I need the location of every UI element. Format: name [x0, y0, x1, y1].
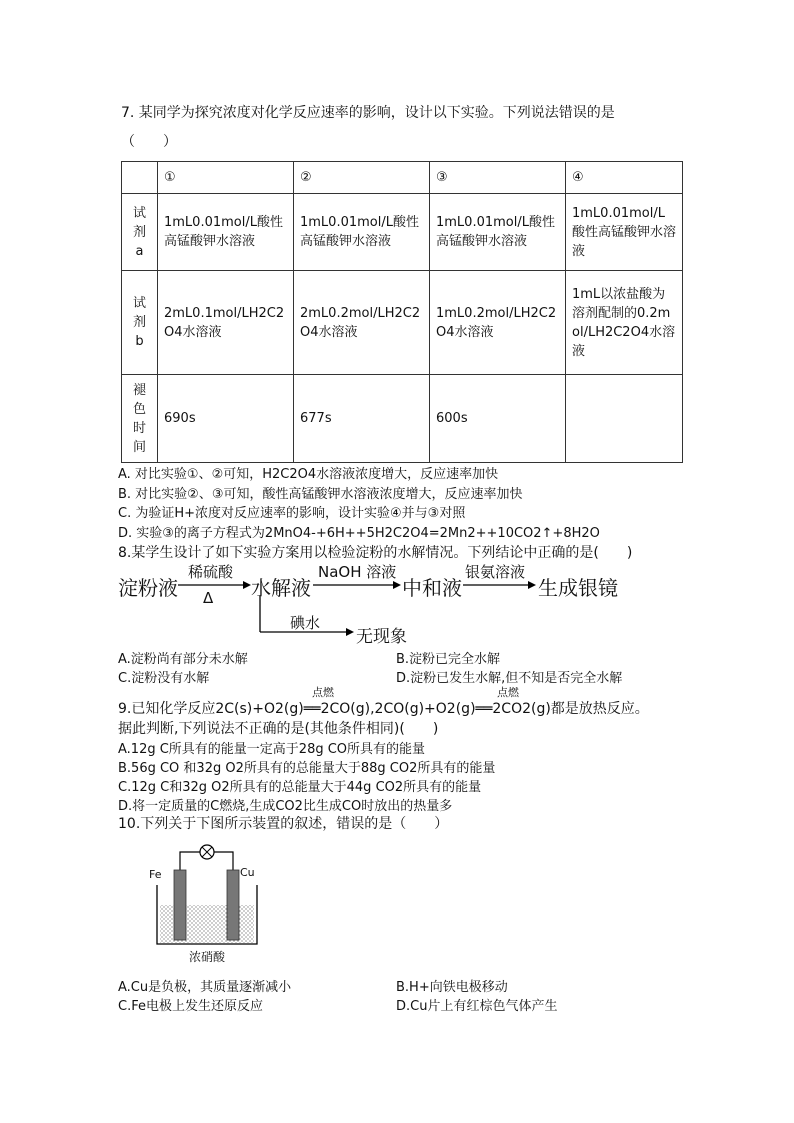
table-cell: 1mL0.2mol/LH2C2O4水溶液: [430, 271, 566, 375]
q8-option-d: D.淀粉已发生水解,但不知是否完全水解: [396, 671, 623, 686]
table-cell: 1mL0.01mol/L酸性高锰酸钾水溶液: [158, 194, 294, 271]
table-cell: [566, 375, 683, 463]
q9-stem-line1: 9.已知化学反应2C(s)+O2(g)══2CO(g),2CO(g)+O2(g)══2CO2(g)都是放热反应。: [118, 701, 649, 717]
flow-node-starch: 淀粉液: [118, 576, 178, 600]
q7-option-a: A. 对比实验①、②可知，H2C2O4水溶液浓度增大，反应速率加快: [118, 467, 499, 482]
q7-answer-paren: （ ）: [121, 134, 177, 150]
q10-galvanic-cell-figure: [145, 840, 265, 970]
q9-option-d: D.将一定质量的C燃烧,生成CO2比生成CO时放出的热量多: [118, 799, 453, 814]
q10-option-a: A.Cu是负极，其质量逐渐减小: [118, 980, 292, 995]
row-label-reagent-a: 试剂a: [122, 194, 158, 271]
flow-condition-heat: Δ: [203, 589, 214, 607]
table-cell: 600s: [430, 375, 566, 463]
flow-reagent-naoh: NaOH 溶液: [318, 563, 397, 581]
q7-option-d: D. 实验③的离子方程式为2MnO4-+6H++5H2C2O4=2Mn2++10CO2↑+8H2O: [118, 526, 600, 541]
q9-stem-line2: 据此判断,下列说法不正确的是(其他条件相同)( ): [118, 721, 439, 737]
flow-node-silver-mirror: 生成银镜: [538, 576, 618, 600]
table-cell: 1mL0.01mol/L酸性高锰酸钾水溶液: [294, 194, 430, 271]
table-corner-cell: [122, 162, 158, 194]
flow-node-no-change: 无现象: [356, 627, 407, 647]
electrode-label-cu: Cu: [240, 866, 255, 879]
flow-reagent-tollens: 银氨溶液: [465, 563, 526, 581]
table-header-cell: ③: [430, 162, 566, 194]
q7-option-c: C. 为验证H+浓度对反应速率的影响，设计实验④并与③对照: [118, 506, 466, 521]
flow-node-neutralized: 中和液: [402, 576, 462, 600]
table-cell: 1mL以浓盐酸为溶剂配制的0.2mol/LH2C2O4水溶液: [566, 271, 683, 375]
q8-option-b: B.淀粉已完全水解: [396, 652, 501, 667]
table-cell: 2mL0.2mol/LH2C2O4水溶液: [294, 271, 430, 375]
table-header-cell: ②: [294, 162, 430, 194]
flow-node-hydrolysate: 水解液: [251, 576, 311, 600]
q9-condition-ignite-1: 点燃: [312, 686, 334, 699]
flow-reagent-h2so4: 稀硫酸: [188, 563, 234, 581]
table-cell: 1mL0.01mol/L酸性高锰酸钾水溶液: [566, 194, 683, 271]
row-label-fade-time: 褪色时间: [122, 375, 158, 463]
table-cell: 1mL0.01mol/L酸性高锰酸钾水溶液: [430, 194, 566, 271]
q10-option-d: D.Cu片上有红棕色气体产生: [396, 999, 558, 1014]
q10-option-b: B.H+向铁电极移动: [396, 980, 508, 995]
q10-option-c: C.Fe电极上发生还原反应: [118, 999, 263, 1014]
q8-stem: 8.某学生设计了如下实验方案用以检验淀粉的水解情况。下列结论中正确的是( ): [118, 545, 633, 561]
q7-stem: 7. 某同学为探究浓度对化学反应速率的影响，设计以下实验。下列说法错误的是: [121, 105, 615, 121]
q9-condition-ignite-2: 点燃: [497, 686, 519, 699]
q9-option-a: A.12g C所具有的能量一定高于28g CO所具有的能量: [118, 742, 426, 757]
table-cell: 677s: [294, 375, 430, 463]
row-label-reagent-b: 试剂b: [122, 271, 158, 375]
q9-option-b: B.56g CO 和32g O2所具有的总能量大于88g CO2所具有的能量: [118, 761, 496, 776]
q8-flowchart: [118, 560, 638, 650]
flow-reagent-iodine: 碘水: [290, 614, 321, 632]
table-header-row: [122, 162, 683, 194]
table-row: [122, 194, 683, 271]
table-row: [122, 271, 683, 375]
q8-option-a: A.淀粉尚有部分未水解: [118, 652, 248, 667]
table-row: [122, 375, 683, 463]
q7-experiment-table: [121, 161, 683, 463]
q9-option-c: C.12g C和32g O2所具有的总能量大于44g CO2所具有的能量: [118, 780, 482, 795]
table-header-cell: ①: [158, 162, 294, 194]
table-cell: 690s: [158, 375, 294, 463]
electrode-label-fe: Fe: [149, 868, 162, 881]
q8-option-c: C.淀粉没有水解: [118, 671, 210, 686]
table-header-cell: ④: [566, 162, 683, 194]
solution-label: 浓硝酸: [189, 950, 226, 964]
table-cell: 2mL0.1mol/LH2C2O4水溶液: [158, 271, 294, 375]
q10-stem: 10.下列关于下图所示装置的叙述，错误的是（ ）: [118, 816, 449, 832]
q7-option-b: B. 对比实验②、③可知，酸性高锰酸钾水溶液浓度增大，反应速率加快: [118, 487, 523, 502]
